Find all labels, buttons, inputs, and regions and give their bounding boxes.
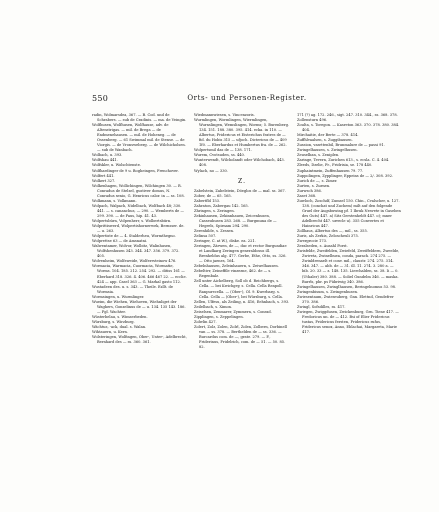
register-entry: Zeringer, C. at W.), diske. ea. 221. (194, 239, 256, 244)
register-entry: Wolkert 327. (92, 178, 116, 183)
register-entry: Zleeds, Dzelie, Fr., Fridrisia, se. 178 440. (297, 163, 373, 168)
register-entry: Zollhaus, Albertus des —, mil., ss. 355. (297, 229, 368, 234)
register-entry: Wiedmannwiesen, s. Vincenzoris. (194, 113, 255, 117)
register-entry: Wolvenheim, Wolfsweide, Wolferrsteinow 476. (92, 259, 177, 264)
register-entry: Zeralseden, s. Ausahl Forst. (297, 244, 348, 249)
register-entry: Zell unter Aichelberg, Soll ob d. Reichbergs, s. Cella. — bei Kwichgey, s. Cella. Cella Reapoll. Ranpurecella. — (Ober-), Ol. 9. Kwerbarg. s. Cella. Cella — (Ober-), bei Würzburg, s. Cella. (194, 279, 283, 299)
section-letter-heading: Z. (238, 177, 246, 185)
register-entry: Zwingenbisum, s. Zwingenhusen. (297, 289, 359, 294)
register-entry: Wormacia, Warmacia, Cuormacia, Wormatie, Worms. 104. 185. 212. 254. 292. — ditiss 161 — Eberhard 318. 326. 4. 406. 466 467 22. — ecclie. 424 — app. Casel 363 — G. Markal gasto 112. (92, 264, 187, 284)
register-entry: Zeilelbach, s. Ximon. (194, 304, 233, 309)
register-entry: Zipplingen, s. Zeppelingen. (194, 314, 244, 319)
register-entry: Walwentamer, Wolvor, Wolbitz, Walinhusen, Wolfshenhusen 343. 344. 347. 356. 379. 372. 405. (92, 244, 180, 259)
register-entry: Zwiesentaum, Zwieseuberg, Gnn. Elettnd, Gendefrer 370. 386. (297, 294, 394, 304)
register-entry: Zerenhilde, s. Zessen. (194, 228, 235, 233)
register-entry: Wolpach, Walpach, Nidelbach, Wolfbach 48; 330. 441. — s. cananchus, — 290. — Wemberts de — 299. 390. — de Faus, hip. 41. 43. (92, 203, 184, 218)
register-entry: Wurmlingen, Wormlingen, Wiermlingen, Wurnslingen, Wemslingen, Worms; 5. Burenberg. 134. 151. 188. 380. 395. 414. ecka. in 110. — Albertus, Fridericus et Eisterichus fratres de — fid. du Hobis 315 — ufjoch. Dictericus de — 409 1f0. — Eberhardus et Humbertus fra. de — 262. (194, 118, 290, 148)
register-entry: Zolwlin 427. (194, 319, 217, 324)
register-entry: Zuffhlvaalsen, s. Zuggibausen. (297, 138, 353, 143)
register-entry: Wolprittiswerd, Wolpertishornerwek, Bernsser. de. — u. 263. (92, 224, 185, 234)
register-entry: Zhringen, s. Zeringen. (194, 208, 235, 213)
register-entry: Zaset 368. (297, 193, 317, 198)
register-entry: Wolbach, u. 393. (92, 153, 123, 158)
page-number: 550 (92, 94, 109, 103)
register-entry: Wustadeen des. u. s. 343. — Theile. Ezllt. de Wormsia. (92, 284, 173, 294)
register-entry: Wolprettse 63 — de Amsnatni. (92, 239, 148, 244)
register-entry: Zellen, Ulfesu, als Zeiling, n. 416, Eehnbach, s. 393. (194, 299, 290, 304)
register-entry: Zurwsch 386. (297, 188, 322, 193)
register-entry: Zuris, als Zerkis, Zeloscheuli 375. (297, 234, 359, 239)
register-entry: Wolsteringen, Wolfingen, Ober-, Unter-, Adelbrecht, Bernhard des — ss. 360. 361. (92, 335, 187, 345)
register-entry: Zebelnhausen, Zeleinhauern, s. Zeiwelhausen. (194, 264, 279, 269)
register-entry: Wüsterbelau, s. Wimserbeden. (92, 314, 148, 319)
register-entry: Würzburg, s. Wirzburg. (92, 319, 135, 324)
register-entry: Wächtus, -ack, dual. s. Walan. (92, 324, 147, 329)
register-entry: Wueim, die Wiehen, Wiehoven, Wiehnliget der Waghers, Gonzelinus de — u. 134. 135 143. 186. — Fgl. Wachter. (92, 299, 186, 314)
register-entry: Wylach, no — 330. (194, 168, 228, 173)
page-header (92, 94, 402, 108)
register-entry: Wormsingen, u. Wurmlinger. (92, 294, 145, 299)
register-entry: Wolkenhagen, Wollichingen, Wilchingen 30. — R. Conradus de Stelzel, gustiver domus, N. Conradus senio, G. Henricus calor. in — ss. 108. (92, 183, 185, 198)
register-entry: Zwisfelde, Zweifelden, Zwiefeld, Zweiffeldern, Zweelde, Zwiveta, Zwinelbuea, conda, parach. 274 275. — Zwinldrenaelt et conv. mil., claustr. 274. 275. 314. 346. 347. — abb. de — 31. ill. 11. 274. 3. 280 a. — bib. 20. 33 — z. 148. 135. Lierchalden, ss. 38. Ii — 0. (Uthaler) 380. 388. — Soliel Gundelm 346. — maska. Burrls, phr. ps Fübriwig 340. 386. (297, 249, 400, 284)
register-entry: Wolfhardinger de 9 u. Bogheingen, Frenchover. (92, 168, 179, 173)
register-entry: Wolfskler, u. Wolschtenste. (92, 163, 141, 168)
register-entry: Zuphaintmein, Zuffenhausen 79. 77. (297, 168, 364, 173)
register-entry: Wolfhusen, Wolfhusen, Wolfhause, adv. de Altenstrigas. — mil. de Brega — de Endmenehausen. — mil. de Hoheneg. — de Ossenberg. — 61 Swimmal mil. de Stense. — de Viorgis. — de Vronsweberg. — de Wilchicholsen. — sub de Wanbach. (92, 123, 186, 153)
register-entry: Zekinhausen, Zekinnhauen, Zeicenhusen, Casseuhusen 283. 268. — Burgmuna de — Hegrels, Spirnam 294. 290. (194, 213, 277, 228)
register-entry: Wolpertsmil das de — 138. 171. (194, 148, 252, 153)
register-entry: Wihtauern, u. Kern. (92, 330, 128, 335)
register-entry: Zwingl, Sofsdilles, ss. 417. (297, 304, 346, 309)
register-entry: Zwiegen, Zwiggdusen, Zwickenburg, Grn. Tiene 417. — Fredoricus un. de — 412. Bsi of Elier Fridericus tustas, Fridericus fersten, Fridericus rufus, Fridericus senox, Anno, Eblachai, Margareta, Marie 417. (297, 309, 399, 335)
register-entry: Zuppolingen, Zypplinger, Eppeins de — 2/. 308. 392. (297, 173, 394, 178)
register-entry: Wolfshau 441. (92, 158, 118, 163)
register-entry: Wolfert 441. (92, 173, 115, 178)
register-entry: Zwingelhausen, Zwinglhausen, Beringelnomus 53. 98. (297, 284, 397, 289)
register-entry: Zoulta, s. Toregon. — Kasreton 363. 370. 378. 380. 384. 404. (297, 123, 400, 133)
register-entry: Zurten, s. Zurnen. (297, 183, 331, 188)
register-entry: Zabelstein, Zabelstein, Döeglos de — mal. ss. 367. (194, 188, 286, 193)
register-entry: Zabertfld 153. (194, 198, 221, 203)
column-right (297, 113, 401, 335)
register-entry: Zussion, vasrttenbil, Brunmalure de — passi 91. (297, 143, 385, 148)
register-entry: Zelinsa 507. (194, 233, 217, 238)
register-entry: Wolpertiste de — 4. Stalderheu, Wormthegno. (92, 234, 176, 239)
register-entry: Wunterwendt, Wilcholandt oder Wilchobach, 443. 408. (194, 158, 285, 168)
register-entry: Zahraton, Zabergau 142. 165. (194, 203, 249, 208)
register-entry: Zolert, Zolz, Zolen, Zolrl, Zolen, Zolbern, Dorbinell van — ss. 378. — Berthelden de — ss. 336. — Burcardus com. de —, grate. 279. — F., Friderinus, Fridelrich, com. de — 51. — 50. 85. 82. (194, 324, 287, 350)
register-entry: Wolpertsbürn, Volpenherr, s. Wolbertsbürn. (92, 218, 172, 223)
register-entry: Zollensturn 496. (297, 118, 328, 123)
register-entry: Wurem, Cvotsuden, ss. 440. (194, 153, 245, 158)
register-entry: Zober, de — 65. 165. (194, 193, 232, 198)
page-title: Orts- und Personen-Register. (187, 94, 307, 102)
register-entry: radin, Wolmarsdea, 367. — B. Cod. und de Schrabers. — sub de Cradinis. — ma. de Veingin. (92, 113, 187, 123)
register-entry: Zurich de —, s. Zimer. (297, 178, 338, 183)
register-entry: 171 (?) ag. 172. 246., sigt. 247. 310. 344., ss. 368. 378. (297, 113, 398, 117)
register-entry: Mirchaitie, der Berte — 378. 414. (297, 133, 359, 138)
register-entry: Zwergrocie 173. (297, 239, 328, 244)
register-entry: Zaringe, Tevern, Zurichen 613., s. ecsla. C. 4. 404. (297, 158, 390, 163)
column-middle (194, 113, 290, 350)
register-entry: Zeringen, Zärwen, de —, duc et rector Burgundiae et Landkarg Zeringen generaldosus ill. Brenheldus alg. 477. Gerbe, Ethe, Otto, ss. 326. — Otto jaenes, 164. (194, 244, 287, 264)
register-entry: Zeiselsen, Zenmarer, Zymmern, s. Conrad. (194, 309, 272, 314)
register-entry: Wolkmann, s. Volkmann. (92, 198, 137, 203)
column-left (92, 113, 188, 345)
register-entry: Zebeltivr, Zeineffile vinzezne, 462. de — s. Regenbalz. (194, 269, 272, 279)
register-entry: Zeuselban, s. Zeniplen. (297, 153, 340, 158)
register-entry: Zwingelhausen, s. Zwingelhusen. (297, 148, 358, 153)
register-entry: Zuwloch, Zoschdf, Zumsel 150. Chin., Cvalscher, u. 127. 138. (conchat und Zuchem) milt auf den folgende Gruel der Augsbuwing pf. 1 Ibruk Nesvete in Gaseben des Guts) 447. a) Sitz Gerstenheldt 447. o); mner Adelbrecht 447. urrecle u). 355 Convertes et Hainricus 447. (297, 198, 401, 229)
